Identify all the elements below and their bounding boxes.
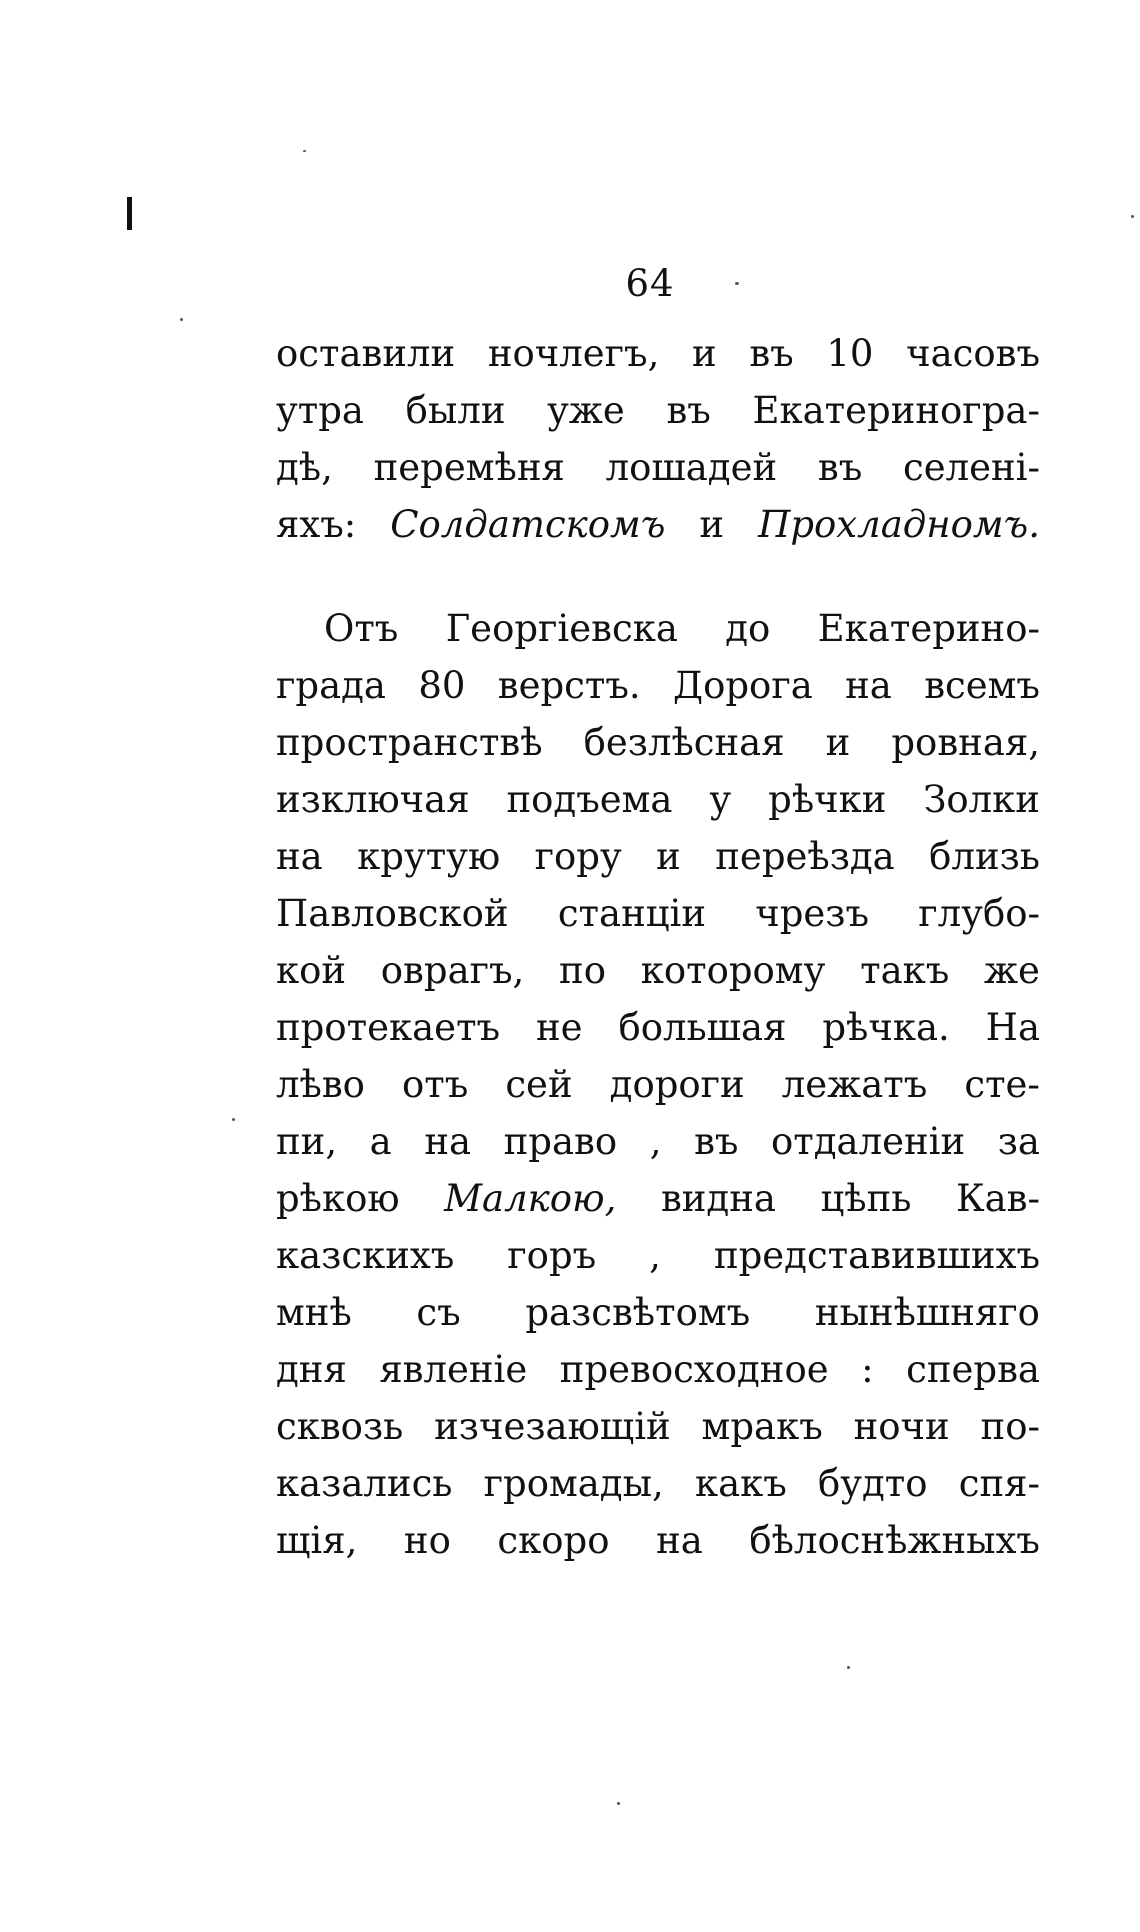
word: рѣчки	[768, 778, 887, 821]
word: верстъ.	[497, 664, 641, 707]
word: Кав-	[955, 1177, 1040, 1220]
word: близь	[929, 835, 1040, 878]
word: изключая	[276, 778, 470, 821]
word: явленіе	[379, 1348, 528, 1391]
word: гору	[534, 835, 622, 878]
word: такъ	[860, 949, 950, 992]
word: на	[656, 1519, 703, 1562]
word: были	[405, 389, 506, 432]
word: превосходное	[559, 1348, 829, 1391]
word: же	[984, 949, 1040, 992]
word: въ	[749, 332, 794, 375]
word: по-	[980, 1405, 1040, 1448]
word: которому	[640, 949, 826, 992]
ink-speck	[1131, 215, 1134, 218]
word: будто	[817, 1462, 928, 1505]
word: щія,	[276, 1519, 358, 1562]
word: дѣ,	[276, 446, 333, 489]
word: нынѣшняго	[814, 1291, 1040, 1334]
text-line	[276, 657, 1040, 714]
text-line	[276, 714, 1040, 771]
word: града	[276, 664, 386, 707]
word: по	[559, 949, 606, 992]
word: сперва	[906, 1348, 1040, 1391]
word: лѣво	[276, 1063, 365, 1106]
text-line	[276, 325, 1040, 382]
body-text	[276, 325, 1040, 1569]
text-line	[276, 1056, 1040, 1113]
word: казались	[276, 1462, 453, 1505]
word: и	[656, 835, 681, 878]
word: рѣкою	[276, 1177, 400, 1220]
word: переѣзда	[715, 835, 895, 878]
word: и	[825, 721, 851, 764]
word: Солдатскомъ	[390, 503, 666, 546]
text-line	[276, 999, 1040, 1056]
text-line	[276, 942, 1040, 999]
text-line	[276, 828, 1040, 885]
word: мнѣ	[276, 1291, 352, 1334]
word: громады,	[483, 1462, 664, 1505]
text-line	[276, 1455, 1040, 1512]
word: въ	[817, 446, 863, 489]
word: Золки	[923, 778, 1040, 821]
word: всемъ	[924, 664, 1040, 707]
word: а	[369, 1120, 392, 1163]
word: дороги	[609, 1063, 745, 1106]
word: изчезающій	[434, 1405, 671, 1448]
word: за	[997, 1120, 1040, 1163]
word: Отъ	[324, 607, 399, 650]
word: Екатериногра-	[752, 389, 1040, 432]
word: съ	[416, 1291, 461, 1334]
text-line	[276, 600, 1040, 657]
word: казскихъ	[276, 1234, 455, 1277]
word: сквозь	[276, 1405, 404, 1448]
ink-speck	[847, 1666, 850, 1669]
word: 80	[418, 664, 466, 707]
ink-speck	[303, 150, 306, 152]
word: часовъ	[906, 332, 1040, 375]
word: селені-	[902, 446, 1040, 489]
word: право	[503, 1120, 618, 1163]
word: пи,	[276, 1120, 338, 1163]
word: на	[276, 835, 323, 878]
word: отдаленіи	[771, 1120, 966, 1163]
word: скоро	[497, 1519, 610, 1562]
word: 10	[826, 332, 874, 375]
word: станціи	[557, 892, 707, 935]
word: яхъ:	[276, 503, 357, 546]
text-line	[276, 439, 1040, 496]
margin-mark	[127, 197, 132, 230]
ink-speck	[180, 318, 183, 321]
word: представившихъ	[713, 1234, 1040, 1277]
word: пространствѣ	[276, 721, 543, 764]
word: перемѣня	[373, 446, 565, 489]
text-line	[276, 1113, 1040, 1170]
word: и	[692, 332, 717, 375]
word: спя-	[958, 1462, 1040, 1505]
word: Павловской	[276, 892, 509, 935]
ink-speck	[617, 1802, 620, 1805]
word: большая	[618, 1006, 787, 1049]
word: оврагъ,	[380, 949, 525, 992]
word: разсвѣтомъ	[525, 1291, 751, 1334]
word: Малкою,	[444, 1177, 617, 1220]
word: На	[985, 1006, 1040, 1049]
word: ровная,	[891, 721, 1040, 764]
word: глубо-	[918, 892, 1040, 935]
text-line	[276, 1284, 1040, 1341]
word: у	[709, 778, 732, 821]
word: цѣпь	[820, 1177, 912, 1220]
word: кой	[276, 949, 347, 992]
word: на	[845, 664, 892, 707]
word: ,	[649, 1120, 662, 1163]
word: не	[535, 1006, 583, 1049]
word: крутую	[357, 835, 501, 878]
word: ночлегъ,	[487, 332, 660, 375]
text-line	[276, 1341, 1040, 1398]
word: безлѣсная	[583, 721, 785, 764]
word: до	[725, 607, 771, 650]
word: Дорога	[673, 664, 813, 707]
text-line	[276, 382, 1040, 439]
word: сте-	[964, 1063, 1040, 1106]
word: мракъ	[701, 1405, 823, 1448]
word: Прохладномъ.	[758, 503, 1040, 546]
word: чрезъ	[755, 892, 870, 935]
text-line	[276, 1398, 1040, 1455]
word: видна	[660, 1177, 776, 1220]
word: рѣчка.	[822, 1006, 950, 1049]
word: оставили	[276, 332, 456, 375]
text-line	[276, 496, 1040, 553]
word: Георгіевска	[445, 607, 678, 650]
word: Екатерино-	[817, 607, 1040, 650]
word: бѣлоснѣжныхъ	[749, 1519, 1040, 1562]
text-line	[276, 1170, 1040, 1227]
word: утра	[276, 389, 364, 432]
ink-speck	[232, 1118, 235, 1121]
word: сей	[505, 1063, 573, 1106]
paragraph-gap	[276, 553, 1040, 600]
word: и	[699, 503, 725, 546]
word: горъ	[507, 1234, 597, 1277]
text-line	[276, 1227, 1040, 1284]
word: отъ	[401, 1063, 469, 1106]
text-line	[276, 771, 1040, 828]
word: какъ	[694, 1462, 787, 1505]
word: ночи	[853, 1405, 950, 1448]
word: протекаетъ	[276, 1006, 501, 1049]
word: дня	[276, 1348, 347, 1391]
word: лежатъ	[781, 1063, 928, 1106]
text-line	[276, 1512, 1040, 1569]
word: :	[861, 1348, 874, 1391]
text-line	[276, 885, 1040, 942]
word: въ	[694, 1120, 739, 1163]
word: подъема	[506, 778, 673, 821]
word: въ	[666, 389, 711, 432]
word: ,	[649, 1234, 661, 1277]
word: лошадей	[605, 446, 778, 489]
page-number: 64	[625, 262, 675, 305]
word: на	[424, 1120, 472, 1163]
word: но	[403, 1519, 451, 1562]
word: уже	[547, 389, 625, 432]
